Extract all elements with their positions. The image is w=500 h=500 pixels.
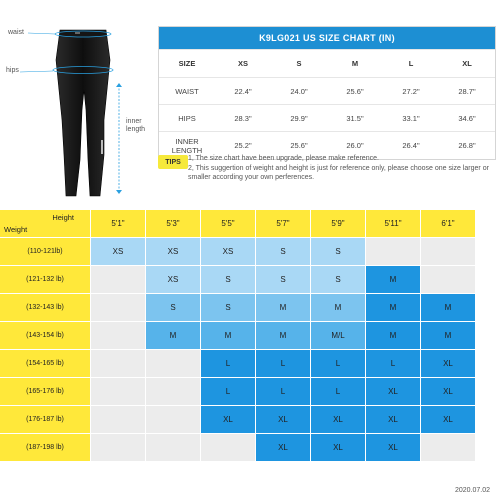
size-cell: XL [256,434,310,461]
size-value: 25.6" [290,141,308,150]
size-cell: XL [256,406,310,433]
size-cell: XL [366,406,420,433]
size-value: 26.0" [346,141,364,150]
size-cell: M [366,294,420,321]
tips-text [188,154,494,183]
weight-label: (132-143 lb) [0,294,90,321]
size-value: 26.4" [402,141,420,150]
size-row-label: HIPS [178,114,196,123]
corner-weight-label: Weight [4,225,28,234]
size-cell: M [366,322,420,349]
size-value: 22.4" [234,87,252,96]
size-cell: XL [366,378,420,405]
size-value: 25.6" [346,87,364,96]
size-value: 29.9" [290,114,308,123]
size-cell [421,238,475,265]
weight-label: (176-187 lb) [0,406,90,433]
size-cell: S [201,294,255,321]
size-cell [146,434,200,461]
size-cell: XL [421,378,475,405]
size-cell: M [201,322,255,349]
size-chart [158,26,496,160]
size-cell [91,294,145,321]
size-cell: S [146,294,200,321]
tips-badge: TIPS [158,155,188,169]
size-cell: XS [146,238,200,265]
size-cell [91,266,145,293]
size-cell [91,378,145,405]
size-cell: XL [201,406,255,433]
size-header-label: SIZE [178,59,196,68]
inner-length-annotation: inner length [126,118,146,133]
size-cell [146,378,200,405]
weight-label: (165-176 lb) [0,378,90,405]
size-row-label: WAIST [175,87,199,96]
size-cell: XL [421,406,475,433]
size-value: 34.6" [458,114,476,123]
height-header: 5'11" [366,210,420,237]
size-cell: XL [366,434,420,461]
size-cell [91,434,145,461]
size-cell: L [311,350,365,377]
height-header: 6'1" [421,210,475,237]
size-value: 25.2" [234,141,252,150]
size-cell [91,350,145,377]
size-cell [146,406,200,433]
size-cell: XL [311,406,365,433]
size-cell: L [256,350,310,377]
size-cell: L [311,378,365,405]
size-header-xl: XL [462,59,472,68]
size-value: 28.7" [458,87,476,96]
height-header: 5'1" [91,210,145,237]
size-cell: M [146,322,200,349]
size-cell: M [311,294,365,321]
size-value: 24.0" [290,87,308,96]
size-value: 27.2" [402,87,420,96]
weight-label: (110-121lb) [0,238,90,265]
size-cell: S [256,266,310,293]
height-header: 5'5" [201,210,255,237]
size-value: 26.8" [458,141,476,150]
tip-line-1: 1, The size chart have been upgrade, please make reference. [188,155,379,162]
size-value: 33.1" [402,114,420,123]
waist-annotation: waist [8,29,24,36]
size-cell: L [366,350,420,377]
size-cell: L [201,350,255,377]
size-cell: M [256,322,310,349]
tip-line-2: 2, This suggertion of weight and height is just for reference only, please choose one size larger or smaller according your own perferences. [188,164,489,181]
size-cell [91,322,145,349]
size-chart-title: K9LG021 US SIZE CHART (IN) [159,27,495,49]
size-cell: M [366,266,420,293]
size-cell [366,238,420,265]
size-cell: M [421,322,475,349]
hips-annotation: hips [6,67,19,74]
size-cell: S [311,266,365,293]
size-cell [201,434,255,461]
size-header-m: M [351,59,359,68]
size-value: 31.5" [346,114,364,123]
size-cell: XS [146,266,200,293]
weight-label: (154-165 lb) [0,350,90,377]
weight-height-grid [0,210,474,453]
size-cell: M [256,294,310,321]
size-header-s: S [296,59,302,68]
weight-label: (121-132 lb) [0,266,90,293]
size-cell [146,350,200,377]
size-header-xs: XS [237,59,248,68]
size-cell: L [201,378,255,405]
size-cell: XL [421,350,475,377]
size-cell: L [256,378,310,405]
grid-corner [0,210,90,237]
size-row-hips [159,104,495,132]
size-cell: M/L [311,322,365,349]
weight-label: (143-154 lb) [0,322,90,349]
height-header: 5'9" [311,210,365,237]
size-cell: S [201,266,255,293]
size-cell: S [256,238,310,265]
weight-label: (187-198 lb) [0,434,90,461]
date-label: 2020.07.02 [454,487,490,494]
corner-height-label: Height [52,213,74,222]
height-header: 5'3" [146,210,200,237]
size-chart-header [159,49,495,77]
product-figure [0,0,150,200]
size-cell [91,406,145,433]
size-cell: XS [201,238,255,265]
size-row-waist [159,77,495,105]
size-header-l: L [408,59,414,68]
size-cell: XS [91,238,145,265]
size-row-label: INNER LENGTH [171,136,203,155]
size-value: 28.3" [234,114,252,123]
size-cell: XL [311,434,365,461]
size-cell: S [311,238,365,265]
size-cell [421,434,475,461]
height-header: 5'7" [256,210,310,237]
size-cell [421,266,475,293]
size-cell: M [421,294,475,321]
